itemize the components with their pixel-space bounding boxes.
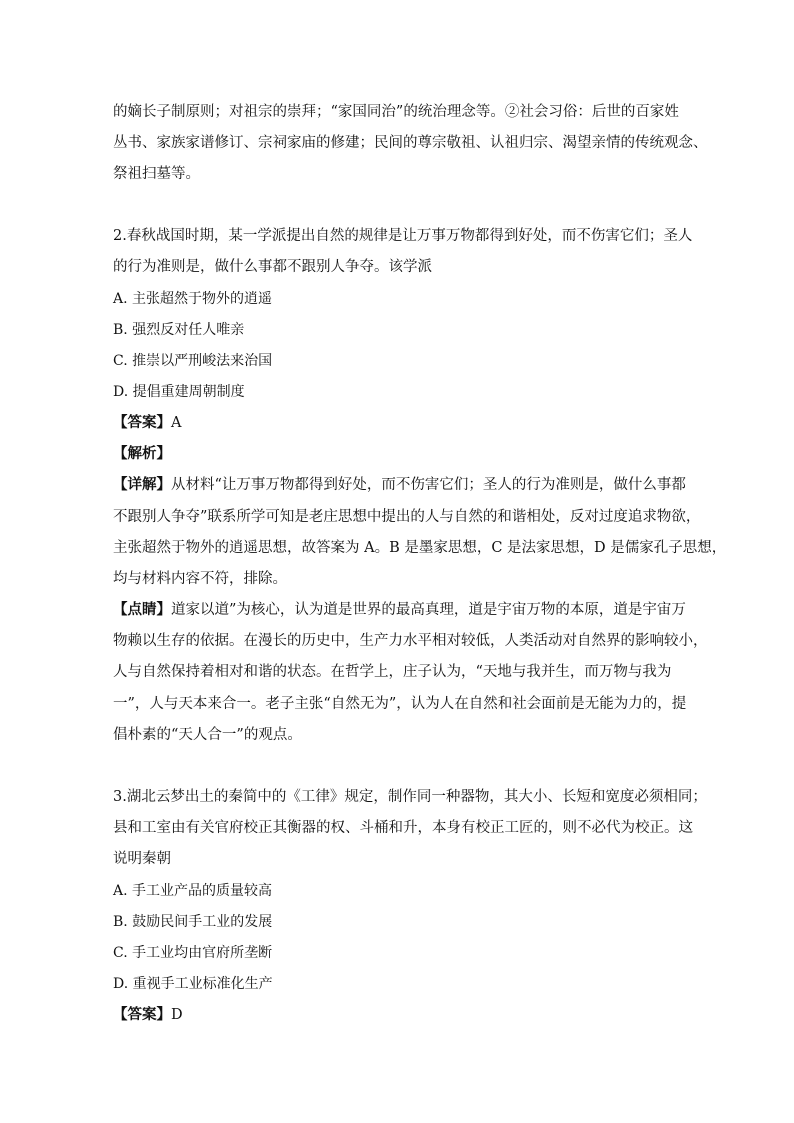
- intro-line: 的嫡长子制原则；对祖宗的崇拜；“家国同治”的统治理念等。②社会习俗：后世的百家姓: [113, 104, 679, 120]
- detail-text: 从材料“让万事万物都得到好处，而不伤害它们；圣人的行为准则是，做什么事都: [171, 477, 686, 493]
- detail-line: 均与材料内容不符，排除。: [113, 571, 287, 587]
- intro-line: 丛书、家族家谱修订、宗祠家庙的修建；民间的尊宗敬祖、认祖归宗、渴望亲情的传统观念、: [113, 135, 708, 151]
- answer-tag: 【答案】: [113, 1006, 171, 1023]
- option-b: B. 鼓励民间手工业的发展: [113, 914, 273, 930]
- option-d: D. 提倡重建周朝制度: [113, 384, 245, 400]
- detail-tag: 【详解】: [113, 476, 171, 493]
- question-2-stem: 的行为准则是，做什么事都不跟别人争夺。该学派: [113, 259, 432, 275]
- point-line: 一”，人与天本来合一。老子主张“自然无为”，认为人在自然和社会面前是无能为力的，提: [113, 696, 687, 712]
- detail-line: [113, 475, 686, 495]
- option-b: B. 强烈反对任人唯亲: [113, 322, 245, 338]
- option-d: D. 重视手工业标准化生产: [113, 976, 273, 992]
- point-line: 倡朴素的“天人合一”的观点。: [113, 727, 302, 743]
- question-3-stem: 3.湖北云梦出土的秦简中的《工律》规定，制作同一种器物，其大小、长短和宽度必须相同；: [113, 789, 707, 805]
- detail-line: 不跟别人争夺”联系所学可知是老庄思想中提出的人与自然的和谐相处，反对过度追求物欲，: [113, 509, 701, 525]
- analysis-tag: [113, 444, 171, 464]
- question-3-stem: 说明秦朝: [113, 851, 171, 867]
- option-c: C. 手工业均由官府所垄断: [113, 945, 273, 961]
- detail-line: 主张超然于物外的逍遥思想，故答案为 A。B 是墨家思想，C 是法家思想，D 是儒家孔子思想，: [113, 540, 727, 556]
- analysis-label: 【解析】: [113, 445, 171, 462]
- point-text: 道家以道”为核心，认为道是世界的最高真理，道是宇宙万物的本原，道是宇宙万: [171, 602, 686, 618]
- answer-value: A: [171, 415, 182, 431]
- answer-line: [113, 413, 181, 433]
- point-line: 物赖以生存的依据。在漫长的历史中，生产力水平相对较低，人类活动对自然界的影响较小，: [113, 633, 708, 649]
- point-line: 人与自然保持着相对和谐的状态。在哲学上，庄子认为，“天地与我并生，而万物与我为: [113, 664, 672, 680]
- point-line: [113, 600, 686, 620]
- answer-line: [113, 1005, 183, 1025]
- intro-line: 祭祖扫墓等。: [113, 166, 200, 182]
- option-c: C. 推崇以严刑峻法来治国: [113, 353, 273, 369]
- answer-tag: 【答案】: [113, 414, 171, 431]
- option-a: A. 主张超然于物外的逍遥: [113, 291, 273, 307]
- answer-value: D: [171, 1007, 183, 1023]
- question-2-stem: 2.春秋战国时期，某一学派提出自然的规律是让万事万物都得到好处，而不伤害它们；圣人: [113, 228, 693, 244]
- point-tag: 【点睛】: [113, 601, 171, 618]
- question-3-stem: 县和工室由有关官府校正其衡器的权、斗桶和升，本身有校正工匠的，则不必代为校正。这: [113, 820, 693, 836]
- option-a: A. 手工业产品的质量较高: [113, 883, 273, 899]
